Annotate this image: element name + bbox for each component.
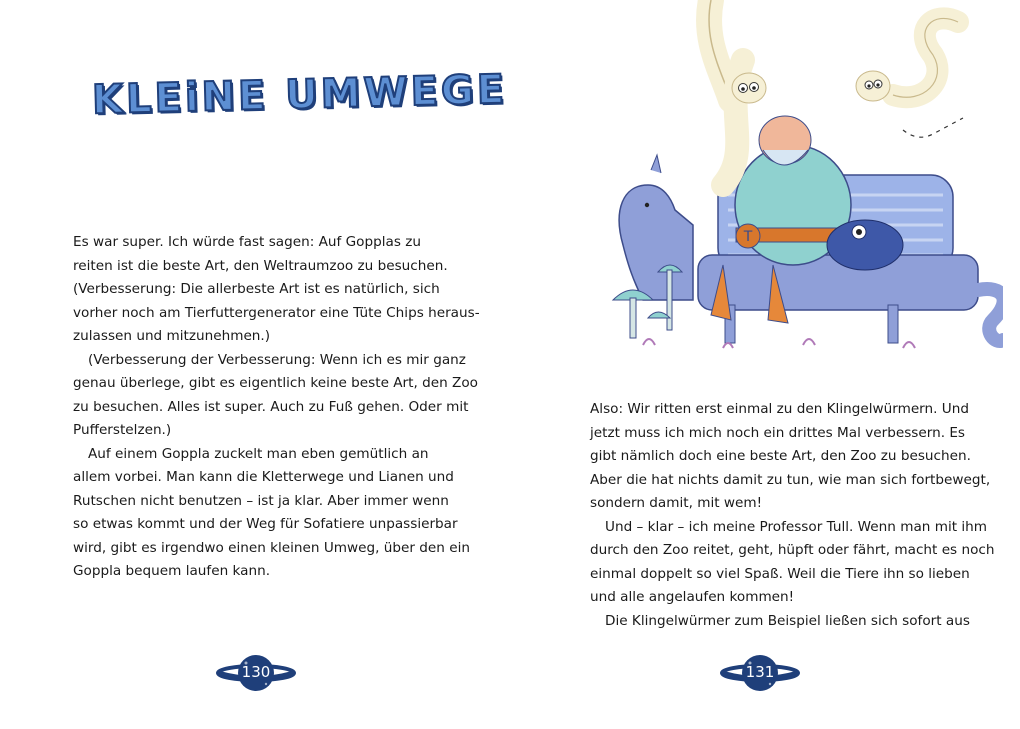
page-number-badge	[216, 653, 296, 693]
text-line: genau überlege, gibt es eigentlich keine beste Art, den Zoo	[73, 375, 478, 391]
sofa-creature-professor-illustration	[603, 0, 1003, 385]
page-number: 130	[241, 663, 271, 681]
right-page	[510, 0, 1020, 729]
svg-text:T: T	[743, 229, 753, 245]
page-number: 131	[745, 663, 775, 681]
text-line: sondern damit, mit wem!	[590, 495, 763, 511]
text-line: Die Klingelwürmer zum Beispiel ließen sich sofort aus	[605, 612, 970, 629]
text-line: Es war super. Ich würde fast sagen: Auf Gopplas zu	[73, 234, 422, 250]
text-line: reiten ist die beste Art, den Weltraumzoo zu besuchen.	[73, 257, 448, 274]
chapter-title: KLEiNE UMWEGE	[91, 66, 508, 124]
text-line: Rutschen nicht benutzen – ist ja klar. Aber immer wenn	[73, 492, 449, 509]
text-line: wird, gibt es irgendwo einen kleinen Umweg, über den ein	[73, 539, 470, 556]
text-line: und alle angelaufen kommen!	[590, 589, 795, 605]
text-line: gibt nämlich doch eine beste Art, den Zoo zu besuchen.	[590, 448, 971, 464]
right-body-text	[590, 398, 995, 633]
text-line: Und – klar – ich meine Professor Tull. Wenn man mit ihm	[605, 518, 988, 535]
text-line: (Verbesserung: Die allerbeste Art ist es natürlich, sich	[73, 281, 440, 297]
text-line: allem vorbei. Man kann die Kletterwege und Lianen und	[73, 469, 454, 485]
text-line: Aber die hat nichts damit zu tun, wie man sich fortbewegt,	[590, 471, 991, 488]
illustration	[603, 0, 1003, 385]
text-line: zulassen und mitzunehmen.)	[73, 328, 271, 344]
text-line: so etwas kommt und der Weg für Sofatiere unpassierbar	[73, 516, 458, 532]
text-line: einmal doppelt so viel Spaß. Weil die Tiere ihn so lieben	[590, 565, 970, 582]
text-line: Pufferstelzen.)	[73, 422, 172, 438]
text-line: durch den Zoo reitet, geht, hüpft oder fährt, macht es noch	[590, 542, 995, 558]
page-number-badge	[720, 653, 800, 693]
left-body-text	[73, 231, 480, 584]
text-line: vorher noch am Tierfuttergenerator eine Tüte Chips heraus-	[73, 304, 480, 321]
text-line: Auf einem Goppla zuckelt man eben gemütlich an	[88, 445, 429, 462]
text-line: jetzt muss ich mich noch ein drittes Mal verbessern. Es	[590, 424, 966, 441]
text-line: Goppla bequem laufen kann.	[73, 563, 271, 579]
text-line: (Verbesserung der Verbesserung: Wenn ich es mir ganz	[88, 351, 466, 368]
text-line: zu besuchen. Alles ist super. Auch zu Fuß gehen. Oder mit	[73, 398, 469, 415]
text-line: Also: Wir ritten erst einmal zu den Klingelwürmern. Und	[590, 401, 969, 417]
